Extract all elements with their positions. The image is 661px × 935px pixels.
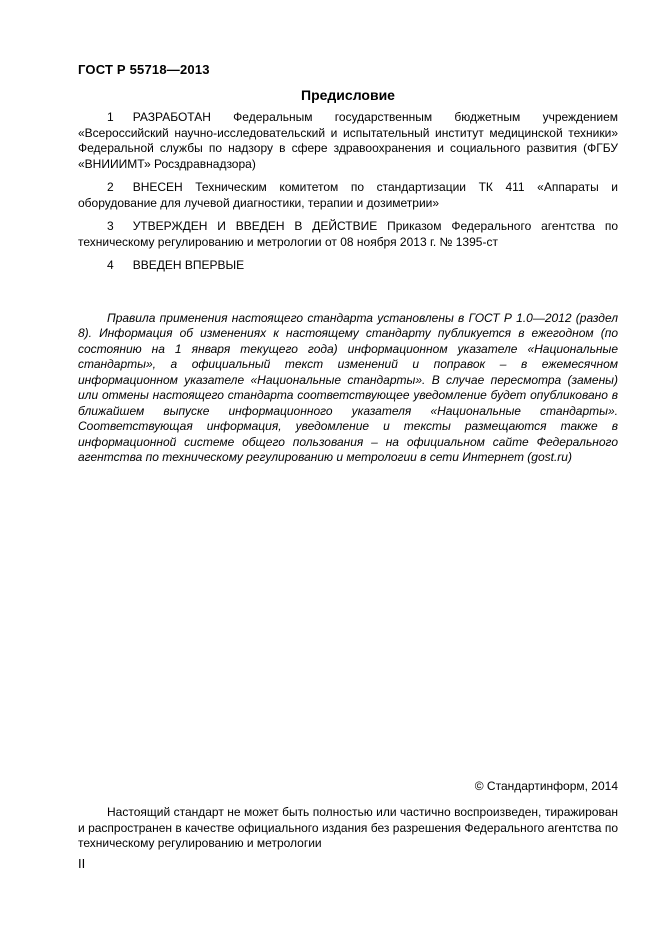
foreword-item-1 (78, 110, 618, 172)
foreword-item-2 (78, 180, 618, 211)
foreword-item-4 (78, 258, 618, 274)
doc-designation: ГОСТ Р 55718—2013 (78, 62, 210, 77)
item-number: 4 (107, 258, 114, 272)
page-title: Предисловие (301, 87, 395, 103)
item-text: РАЗРАБОТАН Федеральным государственным бюджетным учреждением «Всероссийский научно-исследовательский и испытательный институт медицинской техники» Федеральной службы по надзору в сфере здравоохранения и социального развития (ФГБУ «ВНИИИМТ» Росздравнадзора) (78, 110, 618, 171)
reproduction-notice: Настоящий стандарт не может быть полностью или частично воспроизведен, тиражирован и распространен в качестве официального издания без разрешения Федерального агентства по техническому регулированию и метрологии (78, 805, 618, 850)
item-text: ВНЕСЕН Техническим комитетом по стандартизации ТК 411 «Аппараты и оборудование для лучевой диагностики, терапии и дозиметрии» (78, 180, 618, 210)
page-number: II (78, 856, 86, 871)
item-text: УТВЕРЖДЕН И ВВЕДЕН В ДЕЙСТВИЕ Приказом Федерального агентства по техническому регулированию и метрологии от 08 ноября 2013 г. № 1395-ст (78, 219, 618, 249)
foreword-section (78, 110, 618, 466)
item-text: ВВЕДЕН ВПЕРВЫЕ (132, 258, 245, 272)
item-number: 3 (107, 219, 114, 233)
item-number: 1 (107, 110, 114, 124)
rules-of-application-note: Правила применения настоящего стандарта установлены в ГОСТ Р 1.0—2012 (раздел 8). Информация об изменениях к настоящему стандарту публикуется в ежегодном (по состоянию на 1 января текущего года) информационном указателе «Национальные стандарты», а официальный текст изменений и поправок – в ежемесячном информационном указателе «Национальные стандарты». В случае пересмотра (замены) или отмены настоящего стандарта соответствующее уведомление будет опубликовано в ближайшем выпуске информационного указателя «Национальные стандарты». Соответствующая информация, уведомление и тексты размещаются также в информационной системе общего пользования – на официальном сайте Федерального агентства по техническому регулированию и метрологии в сети Интернет (gost.ru) (78, 310, 618, 464)
foreword-item-3 (78, 219, 618, 250)
copyright-line: © Стандартинформ, 2014 (474, 779, 618, 793)
item-number: 2 (107, 180, 114, 194)
